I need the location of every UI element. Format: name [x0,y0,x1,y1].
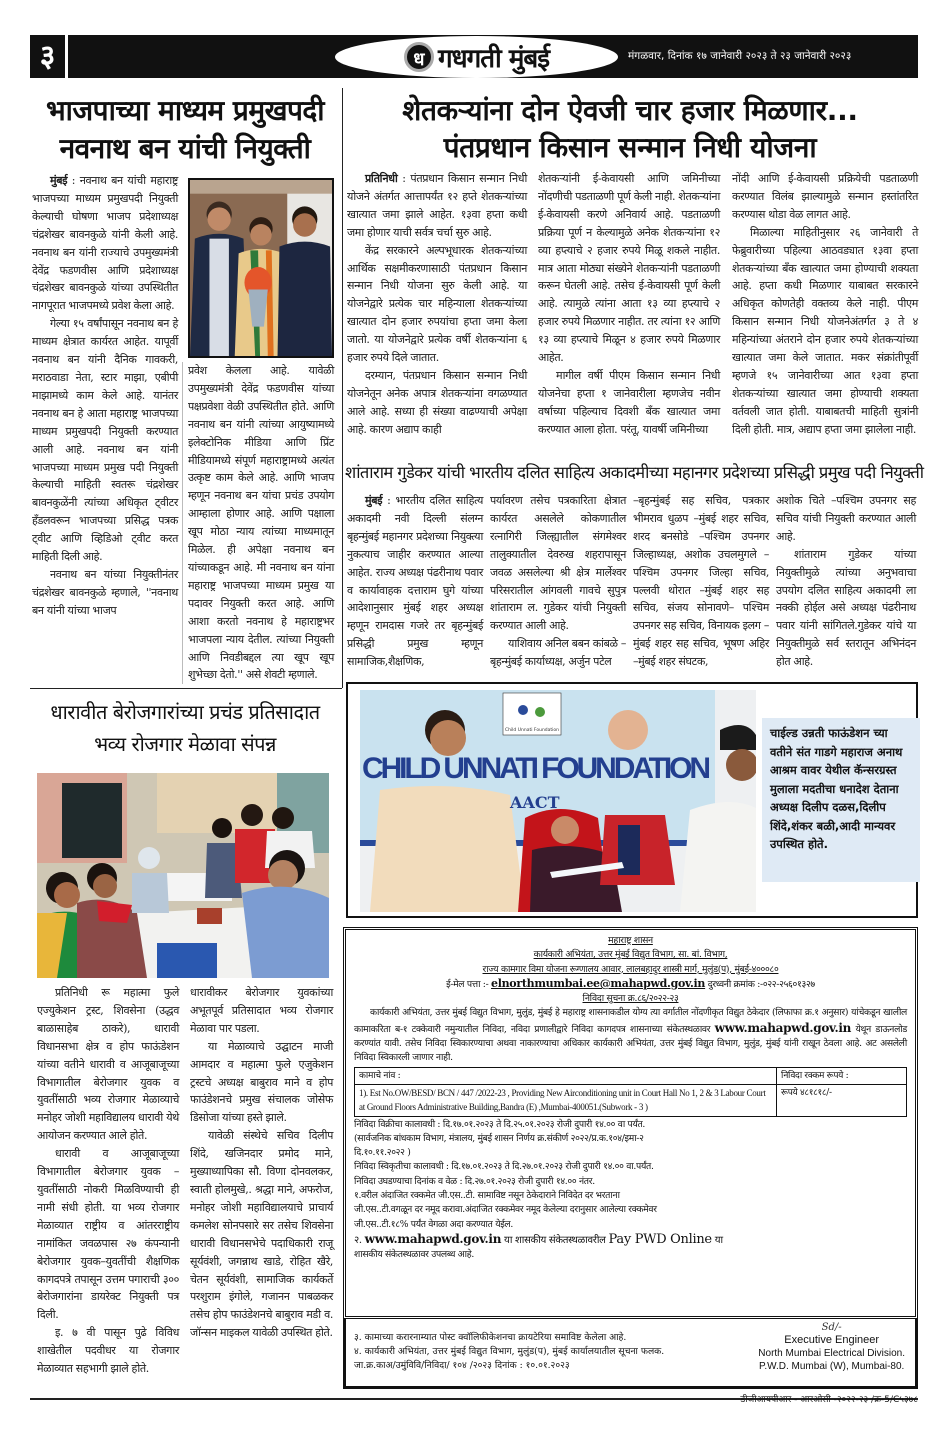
tender-note2-end: शासकीय संकेतस्थळावर उपलब्ध आहे. [354,1249,474,1261]
kisan-col-3 [732,170,918,439]
tender-gr-ref: (सार्वजनिक बांधकाम विभाग, मंत्रालय, मुंबई शासन निर्णय क्र.संकीर्ण २०२२/प्र.क.१०४/इमा-२ [354,1132,644,1144]
divider [30,688,342,689]
td-amount: रूपये ४८१८१८/- [777,1084,907,1116]
tender-contact [354,977,907,992]
dharavi-para-2: धारावी व आजूबाजूच्या विभागातील बेरोजगार युवक – युवतींसाठी नोकरी मिळविण्याची ही नामी संधी होती. या भव्य रोजगार मेळाव्यात राष्ट्रीय व आंतरराष्ट्रीय नामांकित जवळपास २७ कंपन्यानी बेरोजगार युवक–युवतींची शैक्षणिक कागदपत्रे तपासून उत्तम पगाराची ३०० बेरोजगारांना डायरेक्ट नियुक्ती पत्र दिली. [37,1147,179,1322]
note2-prefix: २. [354,1234,362,1246]
kisan-headline-line1: शेतकऱ्यांना दोन ऐवजी चार हजार मिळणार... [402,94,858,127]
bjp-dateline: मुंबई [50,174,68,187]
bjp-headline-line1: भाजपाच्या माध्यम प्रमुखपदी [45,94,325,127]
tender-accept-period: निविदा स्विकृतीचा कालावधी : दि.१७.०१.२०२३ ते दि.२७.०१.२०२३ रोजी दुपारी १४.०० वा.पर्यंत. [354,1161,654,1173]
tender-note3: ३. कामाच्या करारनाम्यात पोस्ट क्वॉलिफीकेशनचा क्रायटेरिया समाविष्ट केलेला आहे. [354,1332,627,1343]
tender-sale-period: निविदा विक्रीचा कालावधी : दि.१७.०१.२०२३ ते दि.२५.०१.२०२३ रोजी दुपारी १४.०० वा पर्यंत. [354,1118,646,1130]
tender-ref-no: जा.क्र.काअ/उमुंविवि/निविदा/ १०४ /२०२३ दिनांक : १०.०१.२०२३ [354,1360,570,1371]
bjp-para-3: नवनाथ बन यांच्या नियुक्तीनंतर चंद्रशेखर बावनकुळे म्हणाले, ''नवनाथ बन यांनी यांच्या भाजप [32,567,178,617]
gudekar-col-1 [347,492,483,671]
tender-phone: दुरध्वनी क्रमांक :-०२२-२५६०१३२७ [707,978,815,990]
ee-address: P.W.D. Mumbai (W), Mumbai-80. [758,1361,905,1372]
kisan-col-2 [538,170,720,439]
child-unnati-caption: चाईल्ड उन्नती फाऊंडेशन च्या वतीने संत गाडगे महाराज अनाथ आश्रम वावर येथील कॅन्सरग्रस्त मुलाला मदतीचा धनादेश देताना अध्यक्ष दिलीप दळस,दिलीप शिंदे,शंकर बळी,आदी मान्यवर उपस्थित होते. [762,718,920,882]
td-work: 1). Est No.OW/BESD/ BCN / 447 /2022-23 , Providing New Airconditioning unit in Court Hall No 1, 2 & 3 Labour Court at Ground Floors Administrative Building,Bandra (E) ,Mumbai-400051.(Subwork - 3 ) [355,1084,777,1116]
bjp-headline-line2: नवनाथ बन यांची नियुक्ती [59,132,311,165]
tender-address: राज्य कामगार विमा योजना रूग्णालय आवार, लालबहादुर शास्त्री मार्ग, मुलुंड(प), मुंबई-४०००८० [482,963,779,975]
gudekar-para-6: शांताराम गुडेकर यांच्या नियुक्तीमुळे त्यांच्या अनुभवाचा उपयोग दलित साहित्य अकादमी ला नक्की होईल असे अध्यक्ष पंढरीनाथ पवार यांनी सांगितले.गुडेकर यांचे या नियुक्तीमुळे सर्व स्तरातून अभिनंदन होत आहे. [776,547,916,669]
note2-mid: या शासकीय संकेतस्थळावरील [504,1234,606,1246]
signature: Sd/- [821,1322,842,1333]
tender-desc-start: कार्यकारी अभियंता, उत्तर मुंबई विद्युत विभाग, मुलुंड, मुंबई हे महाराष्ट्र शासनाकडील योग्य त्या वर्गातील नोंदणीकृत विद्युत ठेकेदार (लिफाफा क्र.१ अनुसार) यांचेकडून खालील कामाकरिता ब-१ टक्केवारी नमुन्यातील निविदा, नविदा प्रणालीद्वारे निविदा कागदपत्र शासनाच्या संकेतस्थळावर [354,1007,907,1035]
logo-badge: ध [404,42,434,72]
kisan-para-2: केंद्र सरकारने अल्पभूधारक शेतकऱ्यांच्या आर्थिक सक्षमीकरणासाठी पंतप्रधान किसान सन्मान निधी योजना सुरु केली आहे. या योजनेद्वारे प्रत्येक चार महिन्याला शेतकऱ्यांच्या खात्यात दोन हजार रुपयांचा हप्ता जमा केला जातो. या योजनेद्वारे प्रत्येक वर्षी शेतकऱ्यांना ६ हजार रुपये दिले जातात. [347,243,527,365]
section-divider [342,88,343,688]
note2-pay-pwd: Pay PWD Online [608,1231,712,1247]
gudekar-col-4 [776,492,916,671]
tender-footer [343,1319,918,1389]
banner-logo-caption: Child Unnati Foundation [504,728,560,733]
column-divider [182,362,183,684]
newspaper-logo[interactable] [335,36,618,78]
banner-subtext: AACT [510,793,560,812]
dharavi-headline-line1: धारावीत बेरोजगारांच्या प्रचंड प्रतिसादात [50,700,320,724]
note2-suffix: या [714,1234,723,1246]
gudekar-para-2: पर्यावरण तसेच पत्रकारिता क्षेत्रात कार्यरत असलेले कोकणातील रत्नागिरी जिल्ह्यातील संगमेश्वर तालुक्यातील देवरुख शहरापासून जवळ असलेल्या श्री क्षेत्र मार्लेश्वर परिसरातील आंगवली गावचे सुपुत्र शांताराम ल. गुडेकर यांची नियुक्ती करण्यात आली आहे. [490,494,626,633]
tender-desc-end: येथून डाऊनलोड करण्यांत यावी. तसेच निविदा स्विकारण्याचा अथवा नाकारण्याचा अधिकार कार्यकारी अभियंता, उत्तर मुंबई विद्युत विभाग, मुलुंड, मुंबई यांनी राखून ठेवला आहे. अट असलेली निविदा स्विकारली जाणार नाही. [354,1023,908,1064]
tender-gr-date: दि.१०.११.२०२२ ) [354,1147,411,1159]
photo-job-fair [37,773,329,978]
page-number: ३ [30,35,68,78]
ee-division: North Mumbai Electrical Division. [758,1348,905,1359]
photo-three-men-bouquet [190,180,332,356]
tender-description [354,1006,907,1065]
tender-notice-number: निविदा सुचना क्र.८६/२०२२-२३ [582,993,679,1005]
dharavi-para-6: यावेळी संस्थेचे सचिव दिलीप शिंदे, खजिनदार प्रमोद माने, मुख्याध्यापिका सौ. विणा दोनवलकर, स्वाती होलमुखे,. श्रद्धा माने, अफरोज, मनोहर जोशी महाविद्यालयाचे प्राचार्य कमलेश सोनपसारे सर तसेच शिवसेना धारावी विधानसभेचे पदाधिकारी राजू सूर्यवंशी, जगन्नाथ खाडे, रोहित खैरे, चेतन सूर्यवंशी, सामाजिक कार्यकर्ते परशुराम इंगोले, गजानन पाबळकर तसेच होप फाउंडेशनचे बाबुराव मडी व. जॉन्सन माइकल यावेळी उपस्थित होते. [190,1129,333,1340]
ee-title: Executive Engineer [784,1334,880,1346]
dharavi-para-3: इ. ७ वी पासून पुढे विविध शाखेतील पदवीधर या रोजगार मेळाव्यात सहभागी झाले होते. [37,1326,179,1376]
bjp-para-1: : नवनाथ बन यांची महाराष्ट्र भाजपच्या माध्यम प्रमुखपदी नियुक्ती केल्याची घोषणा भाजप प्रदेशाध्यक्ष चंद्रशेखर बावनकुळे यांनी केली आहे. नवनाथ बन यांनी राज्याचे उपमुख्यमंत्री देवेंद्र फडणवीस आणि प्रदेशाध्यक्ष चंद्रशेखर बावनकुळे यांच्या उपस्थितीत नागपूरात भाजपमध्ये प्रवेश केला आहे. [32,174,178,313]
bjp-para-2: गेल्या १५ वर्षांपासून नवनाथ बन हे माध्यम क्षेत्रात कार्यरत आहेत. यापूर्वी नवनाथ बन यांनी दैनिक गावकरी, मराठवाडा नेता, स्टार माझा, एबीपी माझामध्ये काम केले आहे. यानंतर नवनाथ बन हे आता महाराष्ट्र भाजपच्या माध्यम प्रमुखपदी नियुक्ती करण्यात आली आहे. नवनाथ बन यांनी भाजपच्या माध्यम प्रमुख पदी नियुक्ती केल्याची माहिती स्वतरू चंद्रशेखर बावनकुळेंनी त्यांच्या अधिकृत ट्वीटर हँडलवरून भाजपच्या प्रसिद्ध पत्रक ट्वीट आणि व्हिडिओ ट्वीट करत माहिती दिली आहे. [32,317,178,564]
th-work: कामाचे नांव : [355,1067,777,1084]
photo-cheque-handover [360,690,756,912]
tender-note1b: जी.एस..टी.वगळून दर नमूद करावा.अंदाजित रक्कमेवर नमूद केलेल्या दरानुसार आलेल्या रक्कमेवर [354,1204,657,1216]
tender-note1a: १.वरील अंदाजित रक्कमेत जी.एस..टी. सामाविष्ट नसून ठेकेदाराने निविदेत दर भरताना [354,1190,620,1202]
dharavi-para-5: या मेळाव्याचे उद्घाटन माजी आमदार व महात्मा फुले एजुकेशन ट्रस्टचे अध्यक्ष बाबुराव माने व होप फाउंडेशनचे प्रमुख संचालक जोसेफ डिसोजा यांच्या हस्ते झाले. [190,1039,333,1125]
gudekar-headline: शांताराम गुडेकर यांची भारतीय दलित साहित्य अकादमीच्या महानगर प्रदेशच्या प्रसिद्धी प्रमुख पदी नियुक्ती [345,463,924,482]
kisan-para-3: दरम्यान, पंतप्रधान किसान सन्मान निधी योजनेतून अनेक अपात्र शेतकऱ्यांना वगळण्यात आले आहे. सध्या ही संख्या वाढण्याची अपेक्षा आहे. कारण अद्याप काही [347,368,527,436]
bjp-col-2 [188,362,334,684]
bjp-col2-text: प्रवेश केलला आहे. यावेळी उपमुख्यमंत्री देवेंद्र फडणवीस यांच्या पक्षप्रवेशा वेळी उपस्थितीत होते. आणि नवनाथ बन यांनी त्यांच्या आयुष्यामध्ये इलेक्टोनिक मीडिया आणि प्रिंट मीडियामध्ये संपूर्ण महाराष्ट्रामध्ये अत्यंत उत्कृष्ट काम केले आहे. आणि भाजप म्हणून नवनाथ बन यांचा प्रचंड उपयोग आम्हाला होणार आहे. आणि पक्षाला खूप मोठा न्याय त्यांच्या माध्यमातून मिळेल. ही अपेक्षा नवनाथ बन यांच्याकडून आहे. मी नवनाथ बन यांना महाराष्ट्र भाजपच्या माध्यम प्रमुख या पदावर नियुक्ती करत आहे. आणि आशा करतो नवनाथ हे महाराष्ट्रभर भाजपला न्याय देतील. त्यांच्या नियुक्ती आणि निवडीबद्दल त्या खूप खूप शुभेच्छा देतो.'' असे शेवटी म्हणाले. [188,364,334,682]
kisan-para-1: : पंतप्रधान किसान सन्मान निधी योजने अंतर्गत आत्तापर्यंत १२ हप्ते शेतकऱ्यांच्या खात्यात जमा झाले आहेत. १३वा हप्ता कधी जमा होणार याची सर्वत्र चर्चा सुरु आहे. [347,172,527,239]
gudekar-para-1: : भारतीय दलित साहित्य अकादमी नवी दिल्ली संलग्न बृहन्मुंबई महानगर प्रदेशच्या नियुक्त्या नुकत्याच जाहीर करण्यात आल्या आहेत. राज्य अध्यक्ष पंढरीनाथ पवार व कार्यावाहक दत्ताराम घुगे यांच्या आदेशानुसार मुंबई शहर अध्यक्ष म्हणून रामदास गजरे तर बृहन्मुंबई प्रसिद्धी प्रमुख म्हणून सामाजिक,शैक्षणिक, [347,494,483,669]
tender-open-date: निविदा उघडण्याचा दिनांक व वेळ : दि.२७.०१.२०२३ रोजी दुपारी १४.०० नंतर. [354,1175,595,1187]
table-row [355,1084,907,1116]
gudekar-para-5: अशोक चिते –पश्चिम उपनगर सह सचिव यांची नियुक्ती करण्यात आली आहे. [776,494,916,543]
tender-note2 [354,1232,907,1248]
tender-email-label: ई-मेल पत्ता :- [446,978,489,990]
note2-website-link[interactable]: www.mahapwd.gov.in [364,1231,502,1246]
tender-website-link[interactable]: www.mahapwd.gov.in [714,1020,852,1035]
gudekar-col-3 [633,492,769,671]
logo-text: गधगती मुंबई [437,44,550,74]
tender-office: कार्यकारी अभियंता, उत्तर मुंबई विद्युत विभाग, सा. बां. विभाग, [533,949,728,961]
bjp-photo [188,178,334,358]
bjp-col-1-top [32,172,178,620]
bjp-headline [30,92,340,168]
dharavi-headline [30,696,340,760]
child-unnati-photo [360,690,756,912]
issue-dateline: मंगळवार, दिनांक १७ जानेवारी २०२३ ते २३ जानेवारी २०२३ [628,50,852,62]
kisan-col-1 [347,170,527,439]
tender-note4: ४. कार्यकारी अभियंता, उत्तर मुंबई विद्युत विभाग, मुलुंड(प), मुंबई कार्यालयातील सूचना फलक. [354,1346,665,1357]
dharavi-col-2 [190,984,333,1342]
gudekar-dateline: मुंबई [365,494,383,507]
kisan-para-5: मागील वर्षी पीएम किसान सन्मान निधी योजनेचा हप्ता १ जानेवारीला म्हणजेच नवीन वर्षाच्या पहिल्याच दिवशी बँक खात्यात जमा करण्यात आला होता. परंतू, यावर्षी जमिनीच्या [538,368,720,436]
dgipr-code: डीजीआयपीआर - आरओसी -२०२२-२३ /क्र-5/C५३७८ [740,1395,918,1405]
dharavi-photo [37,773,329,978]
gudekar-para-4: –बृहन्मुंबई सह सचिव, पत्रकार भीमराव धुळप –मुंबई शहर सचिव, शरद बनसोडे –पश्चिम उपनगर जिल्हाध्यक्ष, अशोक उचलमुगले –पश्चिम उपनगर जिल्हा सचिव, पल्लवी थोरात –मुंबई शहर सह सचिव, संजय सोनावणे– पश्चिम उपनगर सह सचिव, विनायक इलग –मुंबई शहर सह सचिव, भूषण अहिर –मुंबई शहर संघटक, [633,494,769,669]
th-amount: निविदा रक्कम रूपये : [777,1067,907,1084]
gudekar-col-2 [490,492,626,671]
tender-note1c: जी.एस..टी.१८% पर्यंत वेगळा अदा करण्यात येईल. [354,1218,513,1230]
dharavi-para-1: प्रतिनिधी रू महात्मा फुले एज्युकेशन ट्रस्ट, शिवसेना (उद्धव बाळासाहेब ठाकरे), धारावी विधानसभा क्षेत्र व होप फाऊंडेशन यांच्या वतीने धारावी व आजूबाजूच्या विभागातील बेरोजगार युवक व युवतींसाठी भव्य रोजगार मेळाव्याचे मनोहर जोशी महाविद्यालय धारावी येथे आयोजन करण्यात आले होते. [37,986,179,1143]
kisan-para-7: मिळाल्या माहितीनुसार २६ जानेवारी ते फेब्रुवारीच्या पहिल्या आठवड्यात १३वा हप्ता शेतकऱ्यांच्या बँक खात्यात जमा होण्याची शक्यता आहे. हप्ता कधी मिळणार याबाबत सरकारने अधिकृत कोणतेही वक्तव्य केले नाही. पीएम किसान सन्मान निधी योजनेअंतर्गत ३ ते ४ महिन्यांच्या अंतराने दोन हजार रुपये शेतकऱ्यांच्या खात्यात जमा केले जातात. मकर संक्रांतीपूर्वी म्हणजे १५ जानेवारीच्या आत १३वा हप्ता शेतकऱ्यांच्या खात्यात जमा होण्याची शक्यता वर्तवली जात होती. याबाबतची माहिती सुत्रांनी दिली होती. मात्र, अद्याप हप्ता जमा झालेला नाही. [732,225,918,436]
tender-notice [343,927,918,1319]
executive-engineer-block [758,1321,905,1373]
gudekar-para-3: याशिवाय अनिल बबन कांबळे – बृहन्मुंबई कार्याध्यक्ष, अर्जुन पटेल [490,637,626,669]
kisan-dateline: प्रतिनिधी [365,172,398,185]
dharavi-para-4: धारावीकर बेरोजगार युवकांच्या अभूतपूर्व प्रतिसादात भव्य रोजगार मेळावा पार पडला. [190,986,333,1035]
dharavi-col-1 [37,984,179,1378]
tender-email-link[interactable]: elnorthmumbai.ee@mahapwd.gov.in [491,976,706,990]
kisan-headline [345,92,915,166]
kisan-headline-line2: पंतप्रधान किसान सन्मान निधी योजना [443,131,817,164]
tender-govt: महाराष्ट्र शासन [608,935,653,946]
banner-text: CHILD UNNATI FOUNDATION [362,752,712,785]
kisan-para-4: शेतकऱ्यांनी ई-केवायसी आणि जमिनीच्या नोंदणीची पडताळणी पूर्ण केली नाही. शेतकऱ्यांना ई-केवायसी करणे अनिवार्य आहे. पडताळणी प्रक्रिया पूर्ण न केल्यामुळे अनेक शेतकऱ्यांना १२ व्या हप्त्याचे २ हजार रुपये मिळू शकले नाहीत. मात्र आता मोठ्या संख्येने शेतकऱ्यांनी पडताळणी करून घेतली आहे. तसेच ई-केवायसी पूर्ण केली आहे. त्यामुळे त्यांना आता १३ व्या हप्त्याचे २ हजार रुपये मिळणार नाहीत. तर त्यांना १२ आणि १३ व्या हप्त्याचे मिळून ४ हजार रुपये मिळणार आहेत. [538,172,720,365]
kisan-para-6: नोंदी आणि ई-केवायसी प्रक्रियेची पडताळणी करण्यात विलंब झाल्यामुळे सन्मान हस्तांतरित करण्यास थोडा वेळ लागत आहे. [732,172,918,221]
dharavi-headline-line2: भव्य रोजगार मेळावा संपन्न [94,732,276,756]
table-header-row [355,1067,907,1084]
tender-work-table [354,1067,907,1117]
